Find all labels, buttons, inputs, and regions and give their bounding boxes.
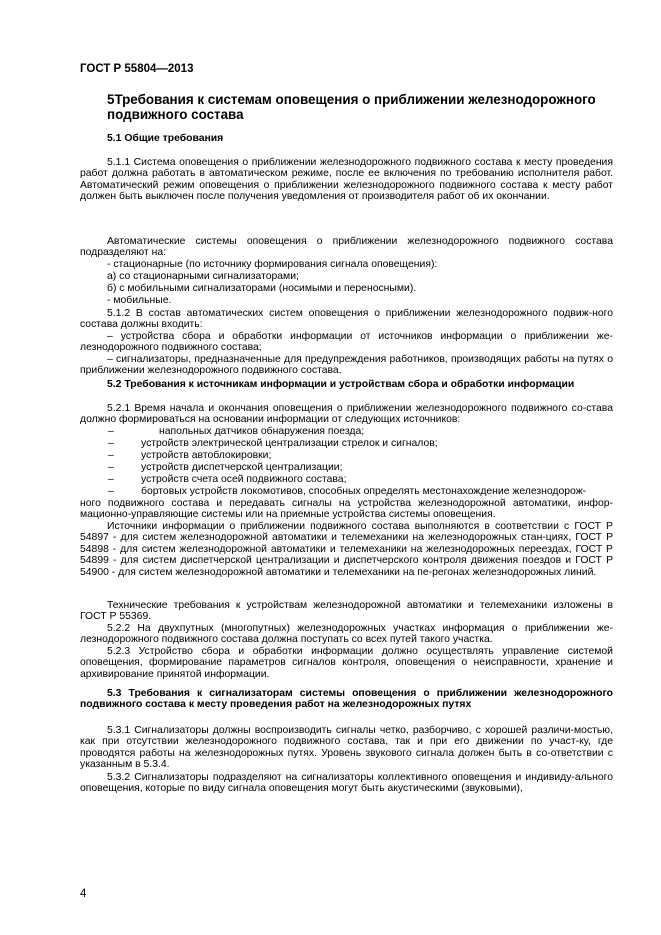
list-item: – устройств диспетчерской централизации;	[108, 462, 343, 473]
list-item-text: бортовых устройств локомотивов, способных определять местонахождение железнодорож-	[141, 486, 587, 497]
paragraph-tech-requirements: Технические требования к устройствам железнодорожной автоматики и телемеханики изложены в ГОСТ Р 55369.	[80, 600, 613, 623]
section-5-1-title: 5.1 Общие требования	[107, 133, 224, 144]
page-number: 4	[80, 888, 87, 900]
list-item: – бортовых устройств локомотивов, способных определять местонахождение железнодорож-	[108, 486, 587, 497]
list-item-text: устройств электрической централизации стрелок и сигналов;	[141, 438, 438, 449]
section-5-3-title: 5.3 Требования к сигнализаторам системы оповещения о приближении железнодорожного подвижного состава к месту проведения работ на железнодорожных путях	[80, 688, 613, 711]
paragraph-5-3-2: 5.3.2 Сигнализаторы подразделяют на сигнализаторы коллективного оповещения и индивиду-ального оповещения, которые по виду сигнала оповещения могут быть акустическими (звуковыми),	[80, 772, 613, 795]
list-item-text: устройств автоблокировки;	[141, 450, 272, 461]
section-5-title: 5Требования к системам оповещения о приближении железнодорожного подвижного состава	[107, 92, 596, 122]
list-item: – устройства сбора и обработки информации от источников информации о приближении же-лезнодорожного подвижного состава;	[80, 331, 613, 354]
list-item: а) со стационарными сигнализаторами;	[107, 271, 299, 282]
list-item: – сигнализаторы, предназначенные для предупреждения работников, производящих работы на путях о приближении железнодорожного подвижного состава.	[80, 354, 613, 377]
paragraph-5-1-1: 5.1.1 Система оповещения о приближении железнодорожного подвижного состава к месту проведения работ должна работать в автоматическом режиме, после ее включения по требованию исполнителя работ. Автоматический режим оповещения о приближении железнодорожного подвижного состава к месту работ должен быть выключен после получения уведомления от производителя работ об их окончании.	[80, 157, 613, 203]
list-item: - мобильные.	[107, 295, 172, 306]
list-item: - стационарные (по источнику формирования сигнала оповещения):	[107, 259, 438, 270]
paragraph-5-2-3: 5.2.3 Устройство сбора и обработки информации должно осуществлять управление системой оповещения, формирование параметров сигналов контроля, оповещения о неисправности, хранение и архивирование принятой информации.	[80, 646, 613, 680]
list-item: – устройств автоблокировки;	[108, 450, 272, 461]
list-item: – устройств электрической централизации стрелок и сигналов;	[108, 438, 438, 449]
list-item-text: устройств счета осей подвижного состава;	[141, 474, 347, 485]
paragraph-5-3-1: 5.3.1 Сигнализаторы должны воспроизводить сигналы четко, разборчиво, с хорошей различи-мостью, как при отсутствии железнодорожного подвижного состава, так и при его движении по участ-ку, где проводятся работы на железнодорожных путях. Уровень звукового сигнала должен быть в со-ответствии с указанным в 5.3.4.	[80, 725, 613, 771]
list-item-text: устройств диспетчерской централизации;	[141, 462, 343, 473]
list-item: – напольных датчиков обнаружения поезда;	[108, 426, 365, 437]
list-item: б) с мобильными сигнализаторами (носимыми и переносными).	[107, 283, 417, 294]
paragraph-5-2-1: 5.2.1 Время начала и окончания оповещения о приближении железнодорожного подвижного со-става должно формироваться на основании информации от следующих источников:	[80, 403, 613, 426]
section-5-2-title: 5.2 Требования к источникам информации и устройствам сбора и обработки информации	[107, 379, 575, 390]
document-header: ГОСТ Р 55804—2013	[80, 63, 194, 75]
list-item-continuation: ного подвижного состава и передавать сигналы на устройства железнодорожной автоматики, инфор-мационно-управляющие системы или на приемные устройства системы оповещения.	[80, 498, 613, 521]
paragraph-auto-systems: Автоматические системы оповещения о приближении железнодорожного подвижного состава подразделяют на:	[80, 236, 613, 259]
list-item: – устройств счета осей подвижного состава;	[108, 474, 347, 485]
paragraph-sources-standards: Источники информации о приближении подвижного состава выполняются в соответствии с ГОСТ Р 54897 - для систем железнодорожной автоматики и телемеханики на железнодорожных стан-циях, ГОСТ Р 54898 - для систем железнодорожной автоматики и телемеханики на железнодорожных переездах, ГОСТ Р 54899 - для систем диспетчерской централизации и диспетчерского контроля движения поездов и ГОСТ Р 54900 - для систем железнодорожной автоматики и телемеханики на пе-регонах железнодорожных линий.	[80, 521, 613, 578]
list-item-text: напольных датчиков обнаружения поезда;	[159, 426, 365, 437]
paragraph-5-2-2: 5.2.2 На двухпутных (многопутных) железнодорожных участках информация о приближении же-лезнодорожного подвижного состава должна поступать со всех путей такого участка.	[80, 623, 613, 646]
paragraph-5-1-2: 5.1.2 В состав автоматических систем оповещения о приближении железнодорожного подвиж-ного состава должны входить:	[80, 308, 613, 331]
